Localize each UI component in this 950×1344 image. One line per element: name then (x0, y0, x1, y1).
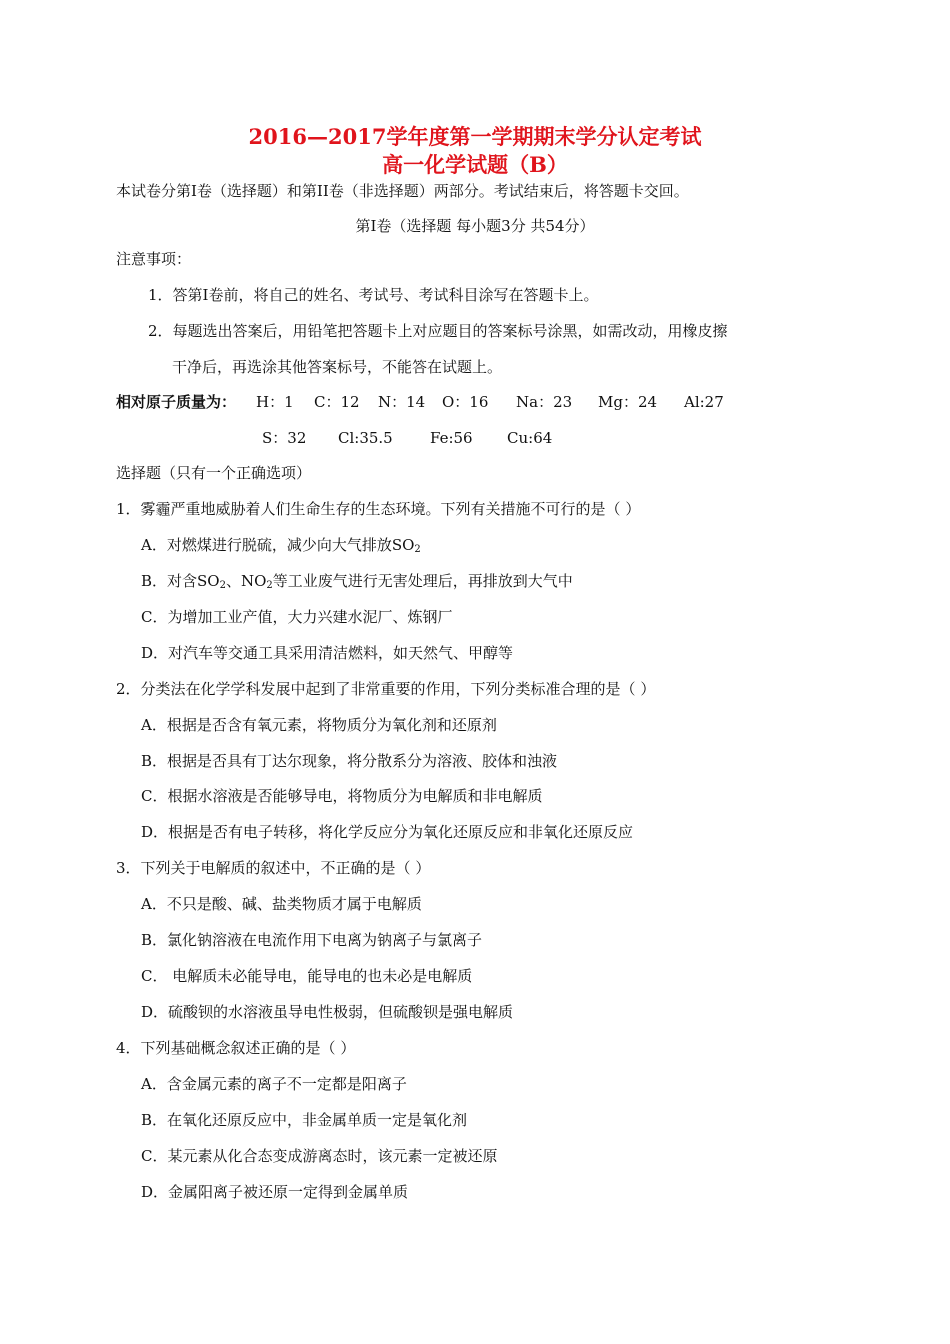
atomic-mass-n: N：14 (378, 393, 426, 411)
question-1-option-c: C．为增加工业产值，大力兴建水泥厂、炼钢厂 (141, 608, 453, 626)
question-2-option-b: B．根据是否具有丁达尔现象，将分散系分为溶液、胶体和浊液 (141, 752, 558, 770)
question-1-option-b (141, 571, 573, 596)
atomic-mass-na: Na：23 (516, 393, 573, 411)
atomic-mass-row1 (116, 392, 724, 412)
option-b-text-1: B．对含SO (141, 572, 220, 590)
question-4-stem: 4．下列基础概念叙述正确的是（ ） (116, 1039, 356, 1057)
atomic-mass-o: O：16 (442, 393, 489, 411)
question-1-stem: 1．雾霾严重地威胁着人们生命生存的生态环境。下列有关措施不可行的是（ ） (116, 500, 641, 518)
question-1-option-a (141, 535, 421, 560)
question-3-option-b: B．氯化钠溶液在电流作用下电离为钠离子与氯离子 (141, 931, 483, 949)
question-1-option-d: D．对汽车等交通工具采用清洁燃料，如天然气、甲醇等 (141, 644, 514, 662)
question-2-option-d: D．根据是否有电子转移，将化学反应分为氧化还原反应和非氧化还原反应 (141, 823, 634, 841)
question-4-option-c: C．某元素从化合态变成游离态时，该元素一定被还原 (141, 1147, 498, 1165)
question-2-option-a: A．根据是否含有氧元素，将物质分为氧化剂和还原剂 (141, 716, 497, 734)
atomic-mass-al: Al:27 (684, 393, 724, 411)
subscript-2: 2 (414, 544, 421, 555)
question-2-option-c: C．根据水溶液是否能够导电，将物质分为电解质和非电解质 (141, 787, 543, 805)
notes-label: 注意事项： (116, 250, 192, 268)
subscript-2: 2 (219, 580, 226, 591)
option-a-text: A．对燃煤进行脱硫，减少向大气排放SO (141, 536, 415, 554)
option-b-text-2: 、NO (225, 572, 267, 590)
question-4-option-d: D．金属阳离子被还原一定得到金属单质 (141, 1183, 409, 1201)
atomic-mass-c: C：12 (314, 393, 360, 411)
note-2-line1: 2．每题选出答案后，用铅笔把答题卡上对应题目的答案标号涂黑，如需改动，用橡皮擦 (148, 322, 728, 340)
question-4-option-a: A．含金属元素的离子不一定都是阳离子 (141, 1075, 407, 1093)
atomic-mass-s: S：32 (262, 429, 307, 447)
question-4-option-b: B．在氧化还原反应中，非金属单质一定是氧化剂 (141, 1111, 468, 1129)
note-1: 1．答第Ⅰ卷前，将自己的姓名、考试号、考试科目涂写在答题卡上。 (148, 286, 599, 304)
intro-text: 本试卷分第Ⅰ卷（选择题）和第II卷（非选择题）两部分。考试结束后，将答题卡交回。 (116, 182, 689, 200)
subscript-2: 2 (266, 580, 273, 591)
atomic-mass-cl: Cl:35.5 (338, 429, 393, 447)
atomic-mass-fe: Fe:56 (430, 429, 473, 447)
choice-heading: 选择题（只有一个正确选项） (116, 464, 312, 482)
atomic-mass-h: H：1 (256, 393, 294, 411)
question-3-option-a: A．不只是酸、碱、盐类物质才属于电解质 (141, 895, 422, 913)
atomic-mass-row2 (262, 428, 552, 448)
section-header: 第Ⅰ卷（选择题 每小题3分 共54分） (355, 217, 595, 235)
option-b-text-3: 等工业废气进行无害处理后，再排放到大气中 (272, 572, 573, 590)
exam-title-line2: 高一化学试题（B） (382, 152, 568, 177)
exam-title-line1: 2016—2017学年度第一学期期末学分认定考试 (248, 124, 702, 149)
atomic-mass-label: 相对原子质量为： (116, 393, 237, 411)
question-2-stem: 2．分类法在化学学科发展中起到了非常重要的作用，下列分类标准合理的是（ ） (116, 680, 656, 698)
atomic-mass-cu: Cu:64 (507, 429, 553, 447)
note-2-line2: 干净后，再选涂其他答案标号，不能答在试题上。 (172, 358, 503, 376)
question-3-option-d: D．硫酸钡的水溶液虽导电性极弱，但硫酸钡是强电解质 (141, 1003, 514, 1021)
question-3-stem: 3．下列关于电解质的叙述中，不正确的是（ ） (116, 859, 431, 877)
question-3-option-c: C． 电解质未必能导电，能导电的也未必是电解质 (141, 967, 473, 985)
atomic-mass-mg: Mg：24 (598, 393, 658, 411)
